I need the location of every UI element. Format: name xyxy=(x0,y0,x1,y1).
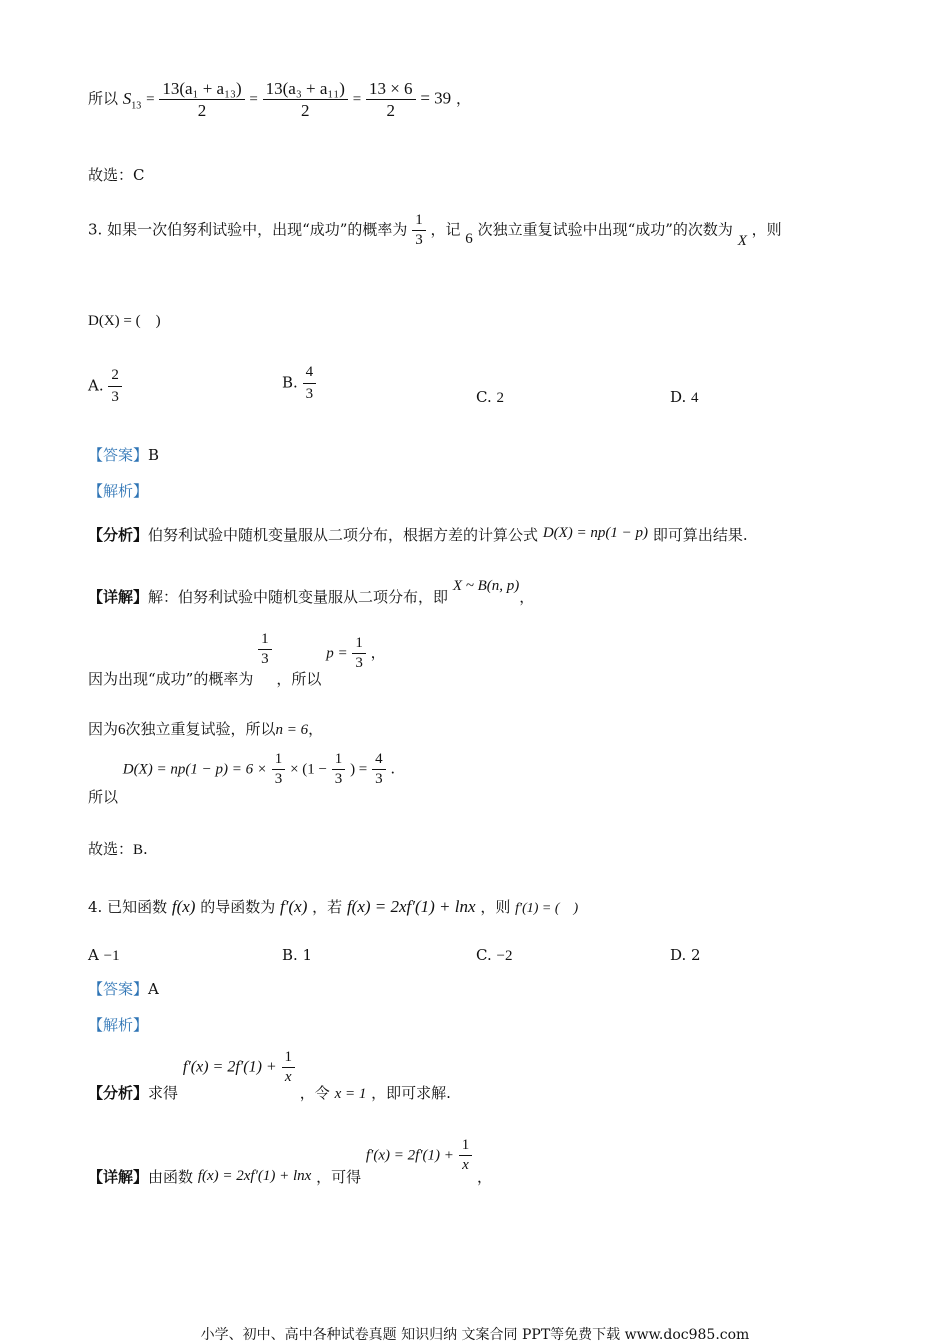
q2-sum-prefix: 所以 xyxy=(88,89,119,108)
q3-analysis-tag: 【解析】 xyxy=(88,482,149,500)
q2-sum-line: 所以 $S_{13}$ = $\frac{\text{13(a₁ + a₁₃)}}{2}$ = $\frac{\text{13(a₃ + a₁₁)}}{2}$ = $\frac{13 \times 6}{2}$ = 39 ， xyxy=(88,79,471,120)
q3-option-a-fraction: $\frac{2}{3}$ xyxy=(108,367,122,406)
q2-frac-2: $\frac{\text{13(a₃ + a₁₁)}}{2}$ xyxy=(263,80,348,119)
q2-frac-1: $\frac{\text{13(a₁ + a₁₃)}}{2}$ xyxy=(159,80,244,119)
q3-choice: 故选：B. xyxy=(88,840,148,858)
q4-option-d[interactable]: D. 2 xyxy=(670,946,701,964)
q3-option-b-fraction: $\frac{4}{3}$ xyxy=(303,364,317,403)
page-footer: 小学、初中、高中各种试卷真题 知识归纳 文案合同 PPT等免费下载 www.doc985.com xyxy=(200,1327,750,1343)
q3-option-a[interactable]: A. $\frac{2}{3}$ xyxy=(88,367,122,406)
q2-sum-result: = 39 xyxy=(420,88,452,108)
q4-stem: 4. 已知函数 f(x) 的导函数为 f′(x) ，若 f(x) = 2xf′(1) + lnx ，则 f′(1) = ( ) xyxy=(88,897,579,916)
q3-fenxi: 【分析】伯努利试验中随机变量服从二项分布，根据方差的计算公式 D(X) = np(1 − p) 即可算出结果. xyxy=(88,525,748,544)
q4-xiangjie: 【详解】由函数 f(x) = 2xf′(1) + lnx ，可得 f′(x) = 2f′(1) + $\frac{1}{x}$ ， xyxy=(88,1137,492,1186)
q4-option-b[interactable]: B. 1 xyxy=(282,946,313,964)
q2-sum-lhs: $S_{13}$ xyxy=(122,88,142,111)
q3-xiangjie: 【详解】解：伯努利试验中随机变量服从二项分布，即 X ~ B(n, p)， xyxy=(88,578,535,606)
q4-option-c[interactable]: C. −2 xyxy=(476,946,513,964)
q3-line2-fraction: $\frac{1}{3}$ xyxy=(258,632,272,667)
q3-line2-p-fraction: $\frac{1}{3}$ xyxy=(352,636,366,671)
q3-line-variance: 所以 D(X) = np(1 − p) = 6 × $\frac{1}{3}$ × (1 − $\frac{1}{3}$ ) = $\frac{4}{3}$ . xyxy=(88,751,396,806)
q3-ask: D(X) = ( ) xyxy=(88,313,161,329)
q3-option-c[interactable]: C. 2 xyxy=(476,388,504,406)
q4-fenxi: 【分析】求得 f′(x) = 2f′(1) + $\frac{1}{x}$ ，令 x = 1 ，即可求解. xyxy=(88,1049,451,1102)
q2-choice: 故选：C xyxy=(88,166,145,184)
q3-prob-fraction: $\frac{1}{3}$ xyxy=(412,213,426,248)
q4-analysis-tag: 【解析】 xyxy=(88,1016,149,1034)
q2-frac-3: $\frac{13 \times 6}{2}$ xyxy=(366,80,416,119)
q4-answer: 【答案】A xyxy=(88,980,159,998)
q3-option-b[interactable]: B. $\frac{4}{3}$ xyxy=(282,364,316,403)
answer-tag: 【答案】 xyxy=(88,446,149,464)
q3-line-n: 因为6次独立重复试验，所以n = 6， xyxy=(88,720,324,738)
q4-option-a[interactable]: A −1 xyxy=(88,946,120,964)
q3-answer: 【答案】B xyxy=(88,446,160,464)
q3-line-prob: 因为出现“成功”的概率为 $\frac{1}{3}$ ，所以 p = $\frac{1}{3}$ ， xyxy=(88,631,386,688)
q3-option-d[interactable]: D. 4 xyxy=(670,388,699,406)
q3-stem: 3. 如果一次伯努利试验中，出现“成功”的概率为 $\frac{1}{3}$ ，记 6 次独立重复试验中出现“成功”的次数为 X ，则 xyxy=(88,212,782,249)
